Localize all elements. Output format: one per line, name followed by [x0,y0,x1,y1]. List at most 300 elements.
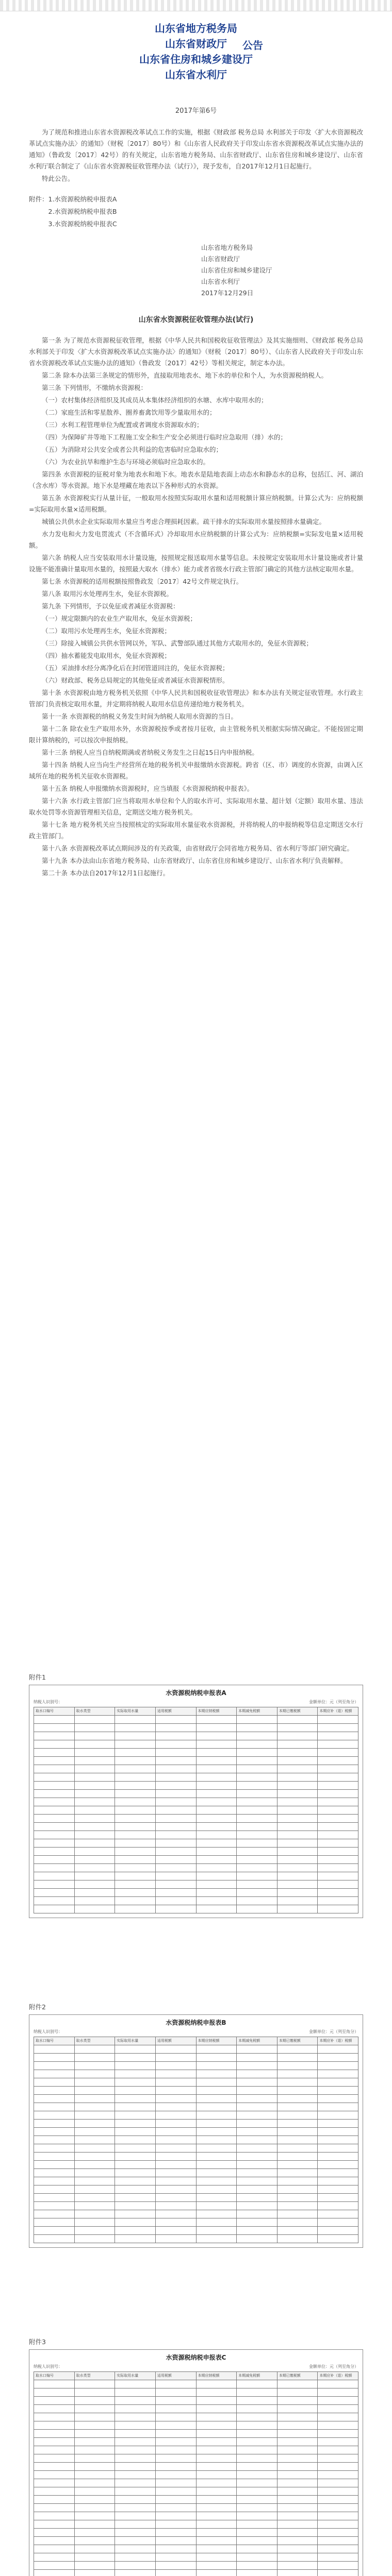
tax-return-form [29,1685,363,1918]
form-cell [115,1897,156,1905]
form-cell [34,2153,75,2161]
regulation-paragraph: （二）取用污水处理再生水，免征水资源税； [42,627,171,635]
form-cell [75,2103,116,2111]
form-cell [318,2120,358,2128]
form-row [34,1724,358,1732]
form-cell [318,2421,358,2430]
form-row [34,1864,358,1872]
form-cell [156,1889,197,1897]
form-cell [115,1790,156,1798]
form-cell [318,1757,358,1765]
form-cell [75,2045,116,2054]
form-cell [75,1856,116,1864]
form-cell [34,1749,75,1757]
form-cell [237,2463,277,2471]
form-cell [197,2553,237,2562]
form-cell [34,2454,75,2463]
form-cell [277,2062,318,2070]
form-row [34,1806,358,1815]
form-row [34,2388,358,2397]
form-cell [277,1864,318,1872]
form-row [34,2177,358,2185]
form-cell [115,2463,156,2471]
form-column-header: 取水口编号 [34,2372,75,2380]
signature-block [201,242,315,299]
form-row [34,1856,358,1864]
form-row [34,2463,358,2471]
form-cell [75,2111,116,2120]
notice-number: 2017年第6号 [175,107,217,115]
form-cell [156,1724,197,1732]
form-cell [115,2562,156,2570]
form-cell [197,2537,237,2545]
form-cell [115,1848,156,1856]
form-cell [237,2054,277,2062]
form-cell [237,1839,277,1848]
form-cell [34,2218,75,2227]
form-cell [237,2553,277,2562]
form-cell [75,2496,116,2504]
form-row [34,2537,358,2545]
form-cell [237,2210,277,2218]
regulation-paragraph: 第二条 除本办法第三条规定的情形外，直接取用地表水、地下水的单位和个人，为水资源税纳税人。 [42,371,328,379]
tax-return-form [29,2014,363,2248]
form-row [34,2421,358,2430]
form-cell [156,2227,197,2235]
form-cell [156,2161,197,2169]
regulation-paragraph: 第十七条 地方税务机关应当按照核定的实际取用水量征收水资源税，并将纳税人的申报纳税等信息定期送交水行政主管部门。 [29,821,363,840]
form-cell [156,2210,197,2218]
form-cell [115,2405,156,2413]
form-row [34,2103,358,2111]
form-cell [156,2512,197,2520]
form-cell [318,1856,358,1864]
form-cell [34,2545,75,2553]
attachment-item: 3.水资源税纳税申报表C [48,220,117,228]
form-column-header: 本期应补（退）税额 [318,1707,358,1716]
form-cell [156,2194,197,2202]
form-row [34,1823,358,1831]
form-row [34,2169,358,2177]
form-row [34,2185,358,2194]
form-cell [237,1765,277,1773]
form-cell [237,1716,277,1724]
form-cell [156,1740,197,1749]
form-cell [197,1749,237,1757]
form-cell [156,2045,197,2054]
org-line: 山东省财政厅 [165,38,227,50]
form-cell [318,2520,358,2529]
form-cell [115,1740,156,1749]
form-cell [156,2545,197,2553]
form-cell [237,2128,277,2136]
form-cell [156,1798,197,1806]
form-row [34,1889,358,1897]
form-cell [197,2520,237,2529]
form-cell [115,2529,156,2537]
form-cell [277,2227,318,2235]
form-cell [318,1790,358,1798]
form-cell [115,2504,156,2512]
form-row [34,1773,358,1782]
form-cell [156,1848,197,1856]
form-cell [237,2062,277,2070]
regulation-paragraph: 第三条 下列情形，不缴纳水资源税： [42,384,147,392]
form-cell [75,2227,116,2235]
form-cell [318,2111,358,2120]
form-cell [197,2218,237,2227]
form-cell [277,1765,318,1773]
form-cell [197,2087,237,2095]
form-column-header: 本期减免税额 [237,2037,277,2045]
form-cell [115,2095,156,2103]
form-cell [318,2194,358,2202]
form-row [34,1905,358,1913]
form-cell [75,1740,116,1749]
header [0,21,392,82]
form-cell [277,2194,318,2202]
form-cell [318,2227,358,2235]
regulation-paragraph: （四）为保障矿井等地下工程施工安全和生产安全必须进行临时应急取用（排）水的； [42,433,287,441]
form-cell [197,2438,237,2446]
form-cell [318,2512,358,2520]
signatory: 山东省地方税务局 [201,244,253,251]
form-cell [237,1815,277,1823]
form-row [34,2120,358,2128]
form-cell [34,2438,75,2446]
form-cell [75,2062,116,2070]
form-cell [115,1889,156,1897]
form-cell [115,1839,156,1848]
form-cell [318,2235,358,2243]
form-cell [277,2087,318,2095]
form-cell [277,2562,318,2570]
form-cell [277,2388,318,2397]
form-cell [277,2529,318,2537]
form-cell [197,2144,237,2153]
form-column-header: 适用税额 [156,2372,197,2380]
form-cell [75,1864,116,1872]
form-cell [115,1749,156,1757]
form-cell [156,2185,197,2194]
form-cell [75,2454,116,2463]
form-cell [197,2202,237,2210]
form-cell [277,1872,318,1880]
form-cell [156,1839,197,1848]
form-cell [115,2111,156,2120]
form-cell [318,2553,358,2562]
form-cell [318,2471,358,2479]
regulation-paragraph: 第七条 水资源税的适用税额按照鲁政发〔2017〕42号文件规定执行。 [42,578,243,585]
form-cell [318,2045,358,2054]
form-cell [277,2153,318,2161]
form-column-header: 本期应纳税额 [197,2372,237,2380]
form-cell [318,1831,358,1839]
form-cell [75,2553,116,2562]
form-cell [75,2438,116,2446]
form-cell [237,1848,277,1856]
form-cell [34,1815,75,1823]
form-cell [237,1773,277,1782]
form-cell [156,2496,197,2504]
form-cell [277,2161,318,2169]
form-cell [318,2144,358,2153]
form-column-header: 实际取用水量 [115,2372,156,2380]
org-line: 山东省水利厅 [165,69,227,81]
form-cell [277,2136,318,2144]
form-cell [277,2421,318,2430]
form-cell [115,2487,156,2496]
form-cell [34,2520,75,2529]
form-cell [34,2471,75,2479]
form-cell [156,2504,197,2512]
form-cell [115,2153,156,2161]
form-cell [75,1757,116,1765]
form-cell [75,1782,116,1790]
form-cell [237,2202,277,2210]
form-header-row [34,1707,358,1716]
form-cell [197,2153,237,2161]
form-cell [115,2045,156,2054]
signatory: 山东省财政厅 [201,255,240,263]
form-cell [197,2169,237,2177]
form-cell [197,2388,237,2397]
signatory: 山东省水利厅 [201,278,240,285]
form-cell [197,2471,237,2479]
form-cell [197,2463,237,2471]
form-row [34,2136,358,2144]
form-cell [75,2504,116,2512]
regulation-paragraph: （六）为农业抗旱和维护生态与环境必须临时应急取水的。 [42,458,210,466]
form-cell [277,2210,318,2218]
form-cell [115,2421,156,2430]
form-cell [197,1806,237,1815]
form-column-header: 取水类型 [75,1707,116,1716]
form-cell [115,1823,156,1831]
form-row [34,1757,358,1765]
form-cell [34,1897,75,1905]
form-cell [156,2446,197,2454]
form-cell [34,1716,75,1724]
form-cell [34,2537,75,2545]
intro-paragraph: 特此公告。 [42,175,74,182]
form-cell [115,2235,156,2243]
form-cell [197,1757,237,1765]
form-cell [318,2161,358,2169]
form-row [34,1839,358,1848]
form-cell [318,1905,358,1913]
form-cell [34,2397,75,2405]
form-cell [197,1905,237,1913]
form-cell [115,1782,156,1790]
form-cell [197,2136,237,2144]
form-cell [34,2194,75,2202]
form-cell [115,2512,156,2520]
form-cell [156,2070,197,2078]
form-column-header: 取水口编号 [34,2037,75,2045]
form-cell [277,2537,318,2545]
form-cell [277,2520,318,2529]
form-cell [156,2471,197,2479]
form-grid [34,1707,358,1913]
attachment-item: 附件：1.水资源税纳税申报表A [29,195,117,203]
form-cell [237,2136,277,2144]
form-cell [318,1848,358,1856]
form-cell [237,2380,277,2388]
form-cell [115,1880,156,1889]
form-title: 水资源税纳税申报表B [166,2019,226,2026]
form-cell [75,2185,116,2194]
form-cell [34,2529,75,2537]
form-cell [115,2520,156,2529]
form-cell [277,1732,318,1740]
form-cell [318,2054,358,2062]
regulation-paragraph: （一）规定限额内的农业生产取用水，免征水资源税； [42,615,197,622]
form-cell [277,1806,318,1815]
form-cell [34,2161,75,2169]
form-cell [318,1823,358,1831]
form-cell [115,2227,156,2235]
form-cell [197,1872,237,1880]
form-cell [34,2136,75,2144]
form-cell [75,2194,116,2202]
form-cell [237,2218,277,2227]
form-cell [34,2103,75,2111]
form-cell [318,1864,358,1872]
form-row [34,1716,358,1724]
form-cell [197,1831,237,1839]
form-cell [156,1864,197,1872]
form-cell [197,1773,237,1782]
regulation-paragraph: （五）采油排水经分离净化后在封闭管道回注的，免征水资源税； [42,664,229,672]
form-cell [277,1897,318,1905]
form-cell [34,1848,75,1856]
form-cell [34,1757,75,1765]
form-row [34,2529,358,2537]
form-cell [34,2413,75,2421]
form-header-row [34,2372,358,2380]
form-cell [156,1790,197,1798]
form-row [34,2194,358,2202]
regulation-paragraph: （三）水利工程管理单位为配置或者调度水资源取水的； [42,421,203,429]
form-cell [34,2504,75,2512]
form-cell [75,2570,116,2576]
form-cell [75,1773,116,1782]
form-cell [34,1782,75,1790]
form-cell [237,2153,277,2161]
form-row [34,2413,358,2421]
form-cell [75,2128,116,2136]
form-cell [197,2054,237,2062]
form-cell [277,2413,318,2421]
form-cell [197,1815,237,1823]
form-cell [318,2202,358,2210]
form-cell [197,2194,237,2202]
form-cell [237,1790,277,1798]
form-cell [237,2496,277,2504]
form-cell [34,1880,75,1889]
form-cell [318,2087,358,2095]
form-cell [75,2512,116,2520]
form-cell [197,1765,237,1773]
regulation-paragraph: （三）除接入城镇公共供水管网以外，军队、武警部队通过其他方式取用水的，免征水资源税； [42,639,313,647]
attachment-label: 附件3 [29,2338,46,2346]
form-row [34,2520,358,2529]
form-subheader [29,2364,363,2371]
form-cell [277,2570,318,2576]
form-cell [75,2397,116,2405]
form-cell [237,2545,277,2553]
form-cell [197,2078,237,2087]
form-cell [277,1815,318,1823]
form-cell [75,1815,116,1823]
form-cell [156,1765,197,1773]
form-cell [34,2070,75,2078]
form-cell [318,2185,358,2194]
form-cell [34,2120,75,2128]
form-cell [115,2062,156,2070]
form-row [34,1790,358,1798]
form-row [34,2095,358,2103]
form-cell [318,2128,358,2136]
form-cell [197,1790,237,1798]
form-row [34,1798,358,1806]
form-cell [115,2103,156,2111]
form-cell [156,2169,197,2177]
form-row [34,1831,358,1839]
form-cell [156,2095,197,2103]
form-cell [115,1864,156,1872]
form-cell [277,1773,318,1782]
form-cell [75,2471,116,2479]
form-cell [75,2078,116,2087]
form-row [34,2471,358,2479]
form-cell [237,1806,277,1815]
regulation-paragraph: 第八条 取用污水处理再生水，免征水资源税。 [42,590,173,598]
form-cell [75,2545,116,2553]
form-cell [34,2463,75,2471]
form-cell [318,2545,358,2553]
form-cell [197,2529,237,2537]
form-cell [197,2454,237,2463]
form-cell [115,2570,156,2576]
form-cell [115,2413,156,2421]
form-subheader [29,2029,363,2037]
form-cell [318,1740,358,1749]
form-cell [75,2202,116,2210]
form-cell [115,2169,156,2177]
form-cell [318,2430,358,2438]
form-cell [318,2388,358,2397]
form-cell [277,1790,318,1798]
form-cell [318,2454,358,2463]
form-grid [34,2037,358,2243]
form-cell [34,2144,75,2153]
form-cell [75,2087,116,2095]
form-cell [156,2430,197,2438]
form-cell [34,1724,75,1732]
form-cell [197,2430,237,2438]
form-cell [237,2194,277,2202]
form-cell [115,2380,156,2388]
form-cell [34,2128,75,2136]
form-cell [75,1732,116,1740]
form-cell [277,2177,318,2185]
form-cell [197,2185,237,2194]
form-row [34,2380,358,2388]
form-cell [277,1848,318,1856]
form-cell [237,1740,277,1749]
